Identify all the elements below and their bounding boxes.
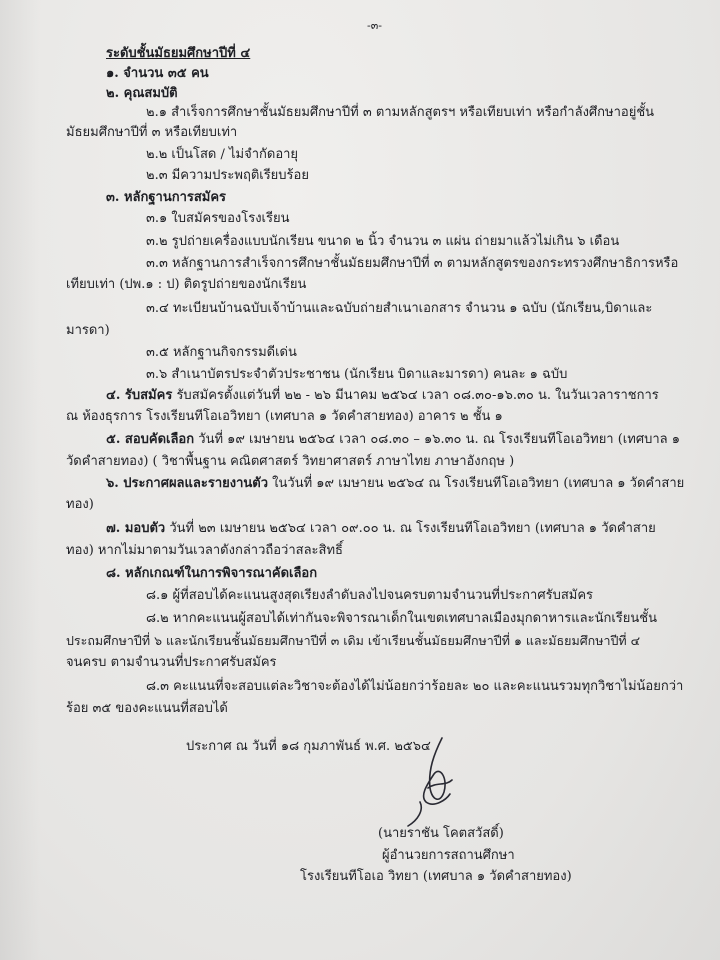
item-8-3-line1: ๘.๓ คะแนนที่จะสอบแต่ละวิชาจะต้องได้ไม่น้อยกว่าร้อยละ ๒๐ และคะแนนรวมทุกวิชาไม่น้อยกว่า: [146, 679, 684, 694]
signatory-position: ผู้อำนวยการสถานศึกษา: [382, 848, 515, 863]
item-3-6: ๓.๖ สำเนาบัตรประจำตัวประชาชน (นักเรียน บิดาและมารดา) คนละ ๑ ฉบับ: [146, 367, 568, 382]
item-2-3: ๒.๓ มีความประพฤติเรียบร้อย: [146, 168, 309, 183]
section-title: ระดับชั้นมัธยมศึกษาปีที่ ๔: [106, 46, 251, 61]
item-6-text: ในวันที่ ๑๙ เมษายน ๒๕๖๔ ณ โรงเรียนทีโอเอวิทยา (เทศบาล ๑ วัดคำสาย: [272, 476, 685, 491]
item-8-heading: ๘. หลักเกณฑ์ในการพิจารณาคัดเลือก: [106, 566, 318, 581]
item-3-2: ๓.๒ รูปถ่ายเครื่องแบบนักเรียน ขนาด ๒ นิ้ว จำนวน ๓ แผ่น ถ่ายมาแล้วไม่เกิน ๖ เดือน: [146, 234, 620, 249]
item-3-5: ๓.๕ หลักฐานกิจกรรมดีเด่น: [146, 345, 297, 360]
item-3-heading: ๓. หลักฐานการสมัคร: [106, 190, 227, 205]
item-4-label: ๔. รับสมัคร: [106, 388, 173, 403]
item-8-2-line3: จนครบ ตามจำนวนที่ประกาศรับสมัคร: [66, 655, 277, 670]
item-4-line2: ณ ห้องธุรการ โรงเรียนทีโอเอวิทยา (เทศบาล ๑ วัดคำสายทอง) อาคาร ๒ ชั้น ๑: [66, 409, 503, 424]
item-3-3-line1: ๓.๓ หลักฐานการสำเร็จการศึกษาชั้นมัธยมศึกษาปีที่ ๓ ตามหลักสูตรของกระทรวงศึกษาธิการหรือ: [146, 256, 679, 271]
item-8-3-line2: ร้อย ๓๕ ของคะแนนที่สอบได้: [66, 701, 228, 716]
item-6-line2: ทอง): [66, 497, 94, 512]
item-8-2-line1: ๘.๒ หากคะแนนผู้สอบได้เท่ากันจะพิจารณาเด็กในเขตเทศบาลเมืองมุกดาหารและนักเรียนชั้น: [146, 611, 657, 626]
item-4-text: รับสมัครตั้งแต่วันที่ ๒๒ - ๒๖ มีนาคม ๒๕๖๔ เวลา ๐๘.๓๐-๑๖.๓๐ น. ในวันเวลาราชการ: [176, 388, 659, 403]
item-2-heading: ๒. คุณสมบัติ: [106, 86, 178, 101]
item-5-line1: [106, 432, 680, 448]
item-8-2-line2: ประถมศึกษาปีที่ ๖ และนักเรียนชั้นมัธยมศึกษาปีที่ ๓ เดิม เข้าเรียนชั้นมัธยมศึกษาปีที่ ๑ และมัธยมศึกษาปีที่ ๔: [66, 633, 641, 648]
page-shadow: [0, 0, 40, 960]
item-5-text: วันที่ ๑๙ เมษายน ๒๕๖๔ เวลา ๐๘.๓๐ – ๑๖.๓๐ น. ณ โรงเรียนทีโอเอวิทยา (เทศบาล ๑: [198, 432, 680, 447]
item-3-4-line1: ๓.๔ ทะเบียนบ้านฉบับเจ้าบ้านและฉบับถ่ายสำเนาเอกสาร จำนวน ๑ ฉบับ (นักเรียน,บิดาและ: [146, 301, 653, 316]
signatory-name: (นายราชัน โคตสวัสดิ์): [378, 826, 504, 841]
announcement-date: ประกาศ ณ วันที่ ๑๘ กุมภาพันธ์ พ.ศ. ๒๕๖๔: [186, 739, 431, 754]
item-3-4-line2: มารดา): [66, 323, 110, 338]
item-3-3-line2: เทียบเท่า (ปพ.๑ : ป) ติดรูปถ่ายของนักเรียน: [66, 277, 307, 292]
item-8-1: ๘.๑ ผู้ที่สอบได้คะแนนสูงสุดเรียงลำดับลงไปจนครบตามจำนวนที่ประกาศรับสมัคร: [146, 588, 594, 603]
item-2-1-line2: มัธยมศึกษาปีที่ ๓ หรือเทียบเท่า: [66, 125, 238, 140]
item-6-label: ๖. ประกาศผลและรายงานตัว: [106, 476, 269, 491]
item-2-2: ๒.๒ เป็นโสด / ไม่จำกัดอายุ: [146, 147, 299, 162]
item-6-line1: [106, 476, 684, 492]
item-7-line2: ทอง) หากไม่มาตามวันเวลาดังกล่าวถือว่าสละสิทธิ์: [66, 543, 343, 558]
page-number: -๓-: [367, 19, 382, 32]
item-2-1-line1: ๒.๑ สำเร็จการศึกษาชั้นมัธยมศึกษาปีที่ ๓ ตามหลักสูตรฯ หรือเทียบเท่า หรือกำลังศึกษาอยู่ชั้น: [146, 105, 655, 120]
item-3-1: ๓.๑ ใบสมัครของโรงเรียน: [146, 211, 290, 226]
item-1: ๑. จำนวน ๓๕ คน: [106, 66, 209, 81]
item-7-label: ๗. มอบตัว: [106, 521, 166, 536]
signature-scribble: [390, 730, 470, 830]
item-5-line2: วัดคำสายทอง) ( วิชาพื้นฐาน คณิตศาสตร์ วิทยาศาสตร์ ภาษาไทย ภาษาอังกฤษ ): [66, 454, 515, 469]
item-5-label: ๕. สอบคัดเลือก: [106, 432, 195, 447]
item-4-line1: [106, 388, 659, 404]
item-7-text: วันที่ ๒๓ เมษายน ๒๕๖๔ เวลา ๐๙.๐๐ น. ณ โรงเรียนทีโอเอวิทยา (เทศบาล ๑ วัดคำสาย: [169, 521, 656, 536]
item-7-line1: [106, 521, 656, 537]
signatory-school: โรงเรียนทีโอเอ วิทยา (เทศบาล ๑ วัดคำสายทอง): [300, 869, 572, 884]
